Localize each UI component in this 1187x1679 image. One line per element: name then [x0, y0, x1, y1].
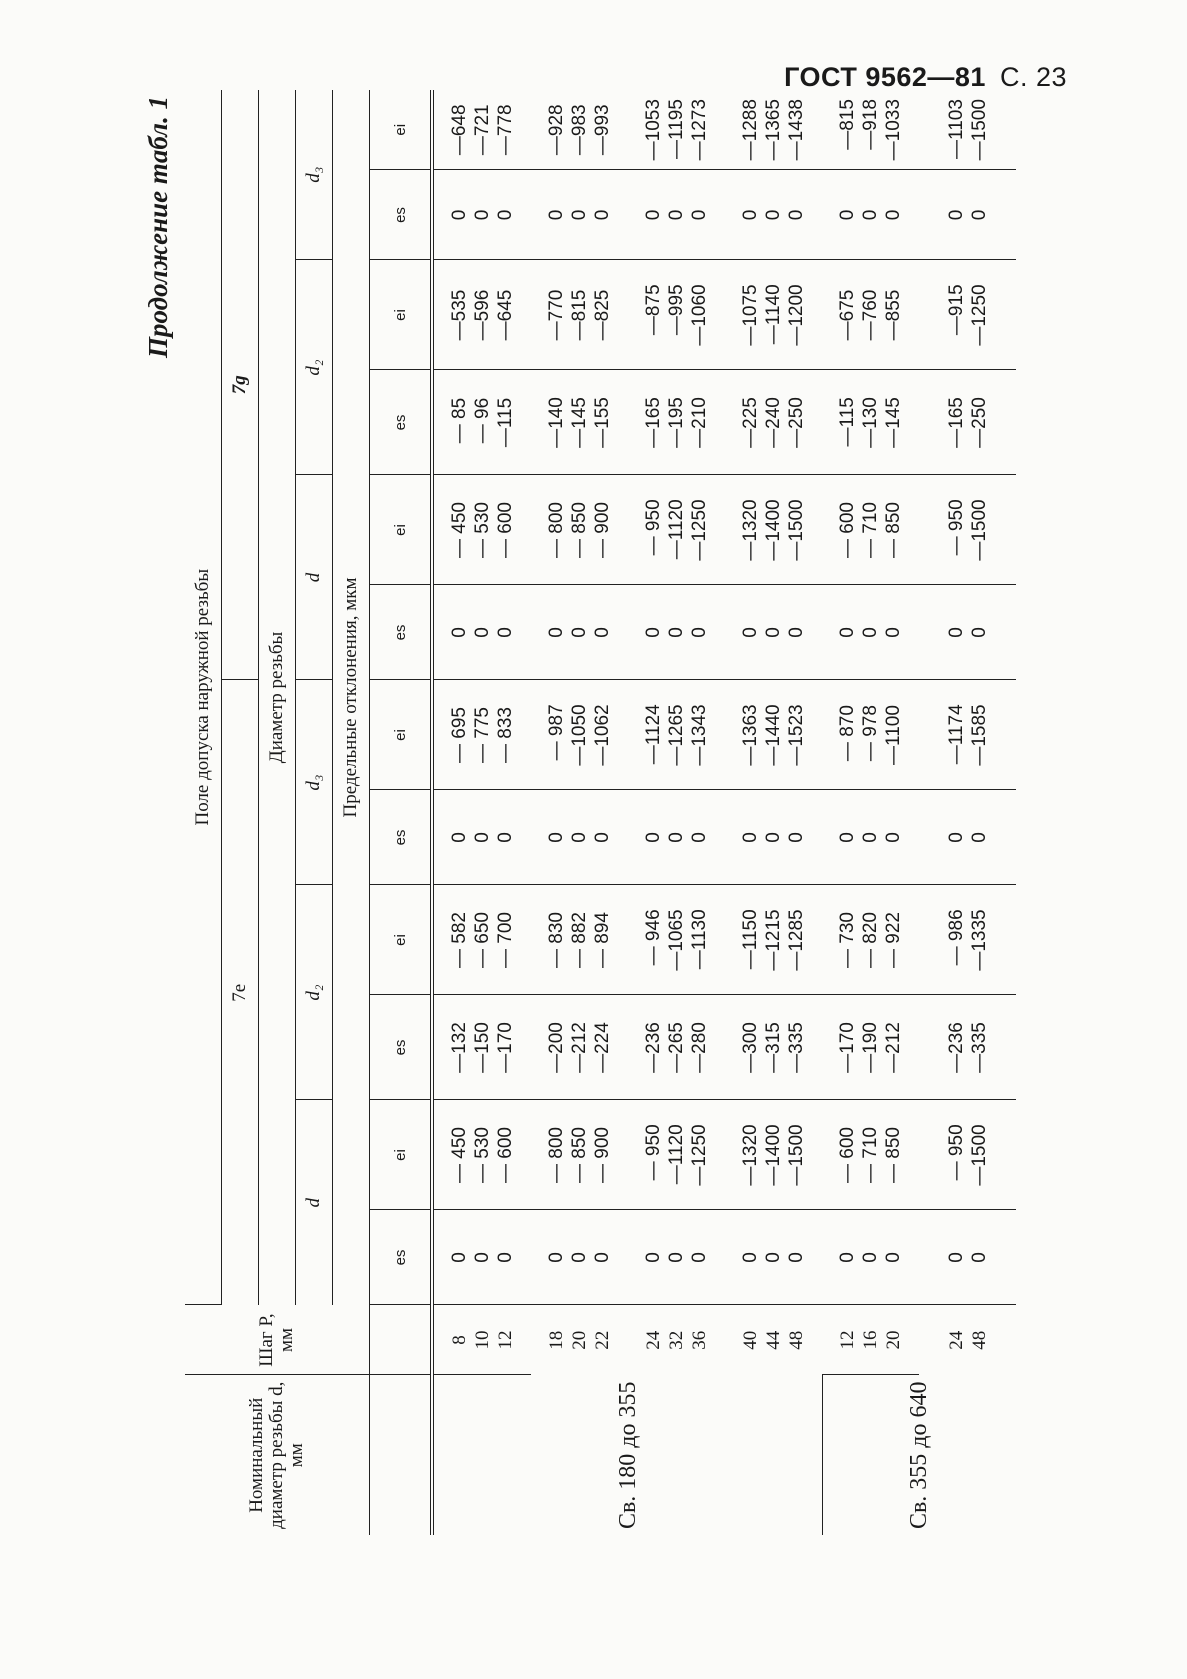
- deviation-cell: [919, 680, 1016, 790]
- nominal-diameter-cell: Св. 355 до 640: [822, 1375, 1016, 1535]
- deviation-cell: [628, 585, 725, 680]
- deviation-values: — 870 — 978 —1100: [837, 705, 904, 765]
- deviation-cell: [432, 90, 531, 170]
- pitch-cell: [822, 1305, 919, 1375]
- deviation-cell: [725, 790, 822, 885]
- deviation-cell: [628, 1210, 725, 1305]
- deviation-cell: [628, 680, 725, 790]
- deviation-cell: [531, 885, 628, 995]
- rotated-content: [135, 90, 1070, 1535]
- deviation-cell: [432, 680, 531, 790]
- deviation-cell: [628, 260, 725, 370]
- deviation-values: — 946 —1065 —1130: [643, 909, 710, 971]
- deviation-values: —770 —815 —825: [546, 289, 613, 341]
- col-ei: ei: [370, 260, 433, 370]
- deviation-cell: [725, 90, 822, 170]
- deviation-values: —1150 —1215 —1285: [740, 909, 807, 971]
- col-es: es: [370, 995, 433, 1100]
- deviation-values: —236 —335: [945, 1022, 990, 1073]
- deviation-cell: [822, 885, 919, 995]
- header-blank-1: [370, 1375, 433, 1535]
- deviation-values: — 450 — 530 — 600: [449, 1127, 516, 1183]
- pitch-cell: [432, 1305, 531, 1375]
- deviation-values: 0 0 0: [740, 1252, 807, 1263]
- deviation-cell: [725, 585, 822, 680]
- col-ei: ei: [370, 90, 433, 170]
- deviation-values: —132 —150 —170: [449, 1022, 516, 1073]
- deviation-cell: [919, 170, 1016, 260]
- deviation-values: —200 —212 —224: [546, 1022, 613, 1073]
- deviation-values: 0 0: [945, 1252, 990, 1263]
- deviation-cell: [531, 995, 628, 1100]
- deviation-cell: [432, 885, 531, 995]
- deviation-values: —1053 —1195 —1273: [643, 99, 710, 161]
- deviation-cell: [919, 885, 1016, 995]
- header-7e-d3: d₃: [296, 680, 333, 885]
- deviation-values: —875 —995 —1060: [643, 284, 710, 346]
- table-row: [432, 90, 531, 1535]
- deviation-cell: [432, 370, 531, 475]
- deviation-values: — 950 —1500: [945, 499, 990, 561]
- deviation-cell: [531, 680, 628, 790]
- deviation-cell: [919, 1100, 1016, 1210]
- deviation-values: —300 —315 —335: [740, 1022, 807, 1073]
- deviation-values: 0 0 0: [837, 627, 904, 638]
- deviation-cell: [919, 370, 1016, 475]
- deviation-values: 0 0 0: [546, 627, 613, 638]
- deviation-values: —225 —240 —250: [740, 397, 807, 448]
- tolerance-table: [185, 90, 1016, 1535]
- pitch-values: 12 16 20: [837, 1330, 904, 1350]
- deviation-values: —1320 —1400 —1500: [740, 1124, 807, 1186]
- deviation-cell: [531, 170, 628, 260]
- deviation-cell: [531, 1210, 628, 1305]
- document-code: ГОСТ 9562—81: [784, 62, 986, 92]
- deviation-values: — 986 —1335: [945, 909, 990, 971]
- deviation-values: 0 0 0: [643, 209, 710, 221]
- header-blank-2: [370, 1305, 433, 1375]
- col-ei: ei: [370, 885, 433, 995]
- header-7g-d: d: [296, 475, 333, 680]
- deviation-values: 0 0 0: [643, 832, 710, 843]
- pitch-cell: [531, 1305, 628, 1375]
- header-7g-d2: d₂: [296, 260, 333, 475]
- deviation-values: —1174 —1585: [945, 704, 990, 766]
- deviation-cell: [725, 1210, 822, 1305]
- deviation-cell: [531, 1100, 628, 1210]
- deviation-values: —815 —918 —1033: [837, 99, 904, 161]
- deviation-values: —1103 —1500: [945, 99, 990, 161]
- deviation-values: —1124 —1265 —1343: [643, 704, 710, 766]
- deviation-cell: [822, 90, 919, 170]
- deviation-values: 0 0 0: [449, 1252, 516, 1263]
- deviation-values: 0 0: [945, 209, 990, 221]
- deviation-values: 0 0 0: [837, 832, 904, 843]
- deviation-values: — 987 —1050 —1062: [546, 704, 613, 766]
- table-row: [725, 90, 822, 1535]
- deviation-cell: [822, 585, 919, 680]
- pitch-values: 40 44 48: [740, 1330, 807, 1350]
- deviation-values: — 730 — 820 — 922: [837, 912, 904, 968]
- deviation-values: —675 —760 —855: [837, 289, 904, 341]
- deviation-values: —1075 —1140 —1200: [740, 284, 807, 346]
- deviation-cell: [919, 995, 1016, 1100]
- deviation-cell: [432, 475, 531, 585]
- deviation-values: — 950 —1120 —1250: [643, 499, 710, 561]
- deviation-cell: [725, 370, 822, 475]
- deviation-values: —165 —250: [945, 397, 990, 448]
- col-es: es: [370, 170, 433, 260]
- deviation-cell: [822, 790, 919, 885]
- deviation-cell: [432, 1100, 531, 1210]
- col-es: es: [370, 1210, 433, 1305]
- deviation-values: —165 —195 —210: [643, 397, 710, 448]
- pitch-values: 24 48: [945, 1330, 990, 1350]
- deviation-values: 0 0 0: [449, 832, 516, 843]
- deviation-values: 0 0 0: [740, 209, 807, 221]
- deviation-cell: [628, 995, 725, 1100]
- deviation-cell: [628, 790, 725, 885]
- deviation-cell: [822, 475, 919, 585]
- deviation-cell: [725, 475, 822, 585]
- deviation-values: —1288 —1365 —1438: [740, 99, 807, 161]
- table-row: [531, 90, 628, 1535]
- deviation-cell: [725, 170, 822, 260]
- pitch-values: 18 20 22: [546, 1330, 613, 1350]
- deviation-cell: [725, 995, 822, 1100]
- table-row: [628, 90, 725, 1535]
- deviation-cell: [725, 885, 822, 995]
- deviation-cell: [432, 995, 531, 1100]
- page-header: [784, 62, 1067, 93]
- deviation-cell: [919, 1210, 1016, 1305]
- col-ei: ei: [370, 680, 433, 790]
- deviation-cell: [432, 1210, 531, 1305]
- deviation-values: 0 0 0: [449, 627, 516, 638]
- table-row: [919, 90, 1016, 1535]
- deviation-values: —535 —596 —645: [449, 289, 516, 341]
- deviation-cell: [531, 790, 628, 885]
- deviation-cell: [628, 885, 725, 995]
- deviation-values: —1320 —1400 —1500: [740, 499, 807, 561]
- deviation-values: — 582 — 650 — 700: [449, 912, 516, 968]
- deviation-values: — 950 —1120 —1250: [643, 1124, 710, 1186]
- deviation-values: 0 0 0: [449, 209, 516, 221]
- deviation-cell: [531, 475, 628, 585]
- pitch-cell: [919, 1305, 1016, 1375]
- header-class-7e: 7e: [222, 680, 259, 1305]
- pitch-cell: [628, 1305, 725, 1375]
- deviation-cell: [531, 370, 628, 475]
- deviation-values: — 85 — 96 —115: [449, 397, 516, 448]
- deviation-values: 0 0 0: [740, 627, 807, 638]
- deviation-cell: [531, 90, 628, 170]
- deviation-values: 0 0 0: [837, 1252, 904, 1263]
- col-es: es: [370, 585, 433, 680]
- deviation-values: 0 0 0: [643, 1252, 710, 1263]
- nominal-diameter-cell: Св. 180 до 355: [614, 1381, 641, 1530]
- deviation-values: — 600 — 710 — 850: [837, 1127, 904, 1183]
- deviation-values: —115 —130 —145: [837, 397, 904, 448]
- header-7e-d: d: [296, 1100, 333, 1305]
- deviation-values: — 950 —1500: [945, 1124, 990, 1186]
- deviation-cell: [822, 170, 919, 260]
- deviation-cell: [531, 260, 628, 370]
- deviation-values: —928 —983 —993: [546, 104, 613, 156]
- deviation-cell: [822, 995, 919, 1100]
- deviation-values: — 830 — 882 — 894: [546, 912, 613, 968]
- deviation-cell: [432, 260, 531, 370]
- table-body: [432, 90, 1016, 1535]
- col-es: es: [370, 790, 433, 885]
- deviation-cell: [919, 90, 1016, 170]
- deviation-values: —236 —265 —280: [643, 1022, 710, 1073]
- deviation-cell: [432, 790, 531, 885]
- pitch-cell: [725, 1305, 822, 1375]
- deviation-values: — 800 — 850 — 900: [546, 1127, 613, 1183]
- table-row: [822, 90, 919, 1535]
- deviation-cell: [628, 475, 725, 585]
- deviation-values: — 450 — 530 — 600: [449, 502, 516, 558]
- deviation-values: —140 —145 —155: [546, 397, 613, 448]
- header-class-7g: 7g: [222, 90, 259, 680]
- deviation-cell: [725, 260, 822, 370]
- page-number: С. 23: [999, 62, 1067, 92]
- deviation-values: 0 0 0: [546, 209, 613, 221]
- deviation-cell: [822, 1100, 919, 1210]
- deviation-values: 0 0: [945, 627, 990, 638]
- rotated-table-area: [135, 90, 1070, 1535]
- deviation-values: 0 0 0: [740, 832, 807, 843]
- deviation-values: —170 —190 —212: [837, 1022, 904, 1073]
- pitch-values: 8 10 12: [449, 1330, 516, 1350]
- col-ei: ei: [370, 1100, 433, 1210]
- deviation-cell: [432, 170, 531, 260]
- deviation-cell: [822, 680, 919, 790]
- deviation-values: 0 0 0: [546, 832, 613, 843]
- header-7e-d2: d₂: [296, 885, 333, 1100]
- pitch-values: 24 32 36: [643, 1330, 710, 1350]
- deviation-values: —915 —1250: [945, 284, 990, 346]
- col-ei: ei: [370, 475, 433, 585]
- deviation-cell: [822, 1210, 919, 1305]
- deviation-cell: [628, 370, 725, 475]
- header-tolerance-field: Поле допуска наружной резьбы: [185, 90, 222, 1305]
- deviation-cell: [628, 1100, 725, 1210]
- table-caption: Продолжение табл. 1: [143, 96, 173, 358]
- deviation-cell: [628, 90, 725, 170]
- header-7g-d3: d₃: [296, 90, 333, 260]
- deviation-cell: [432, 585, 531, 680]
- deviation-values: —1363 —1440 —1523: [740, 704, 807, 766]
- header-diameter: Номинальный диаметр резьбы d, мм: [185, 1375, 370, 1535]
- deviation-cell: [822, 370, 919, 475]
- deviation-cell: [919, 585, 1016, 680]
- deviation-cell: [725, 1100, 822, 1210]
- header-thread-diameter: Диаметр резьбы: [259, 90, 296, 1305]
- deviation-values: — 600 — 710 — 850: [837, 502, 904, 558]
- deviation-values: — 695 — 775 — 833: [449, 707, 516, 763]
- col-es: es: [370, 370, 433, 475]
- header-deviations: Предельные отклонения, мкм: [333, 90, 370, 1305]
- header-pitch: Шаг P, мм: [185, 1305, 370, 1375]
- deviation-values: 0 0: [945, 832, 990, 843]
- deviation-values: 0 0 0: [837, 209, 904, 221]
- deviation-cell: [531, 585, 628, 680]
- deviation-values: 0 0 0: [546, 1252, 613, 1263]
- deviation-values: —648 —721 —778: [449, 104, 516, 156]
- deviation-cell: [628, 170, 725, 260]
- deviation-cell: [919, 790, 1016, 885]
- deviation-values: — 800 — 850 — 900: [546, 502, 613, 558]
- deviation-cell: [822, 260, 919, 370]
- deviation-cell: [919, 260, 1016, 370]
- deviation-cell: [919, 475, 1016, 585]
- deviation-cell: [725, 680, 822, 790]
- deviation-values: 0 0 0: [643, 627, 710, 638]
